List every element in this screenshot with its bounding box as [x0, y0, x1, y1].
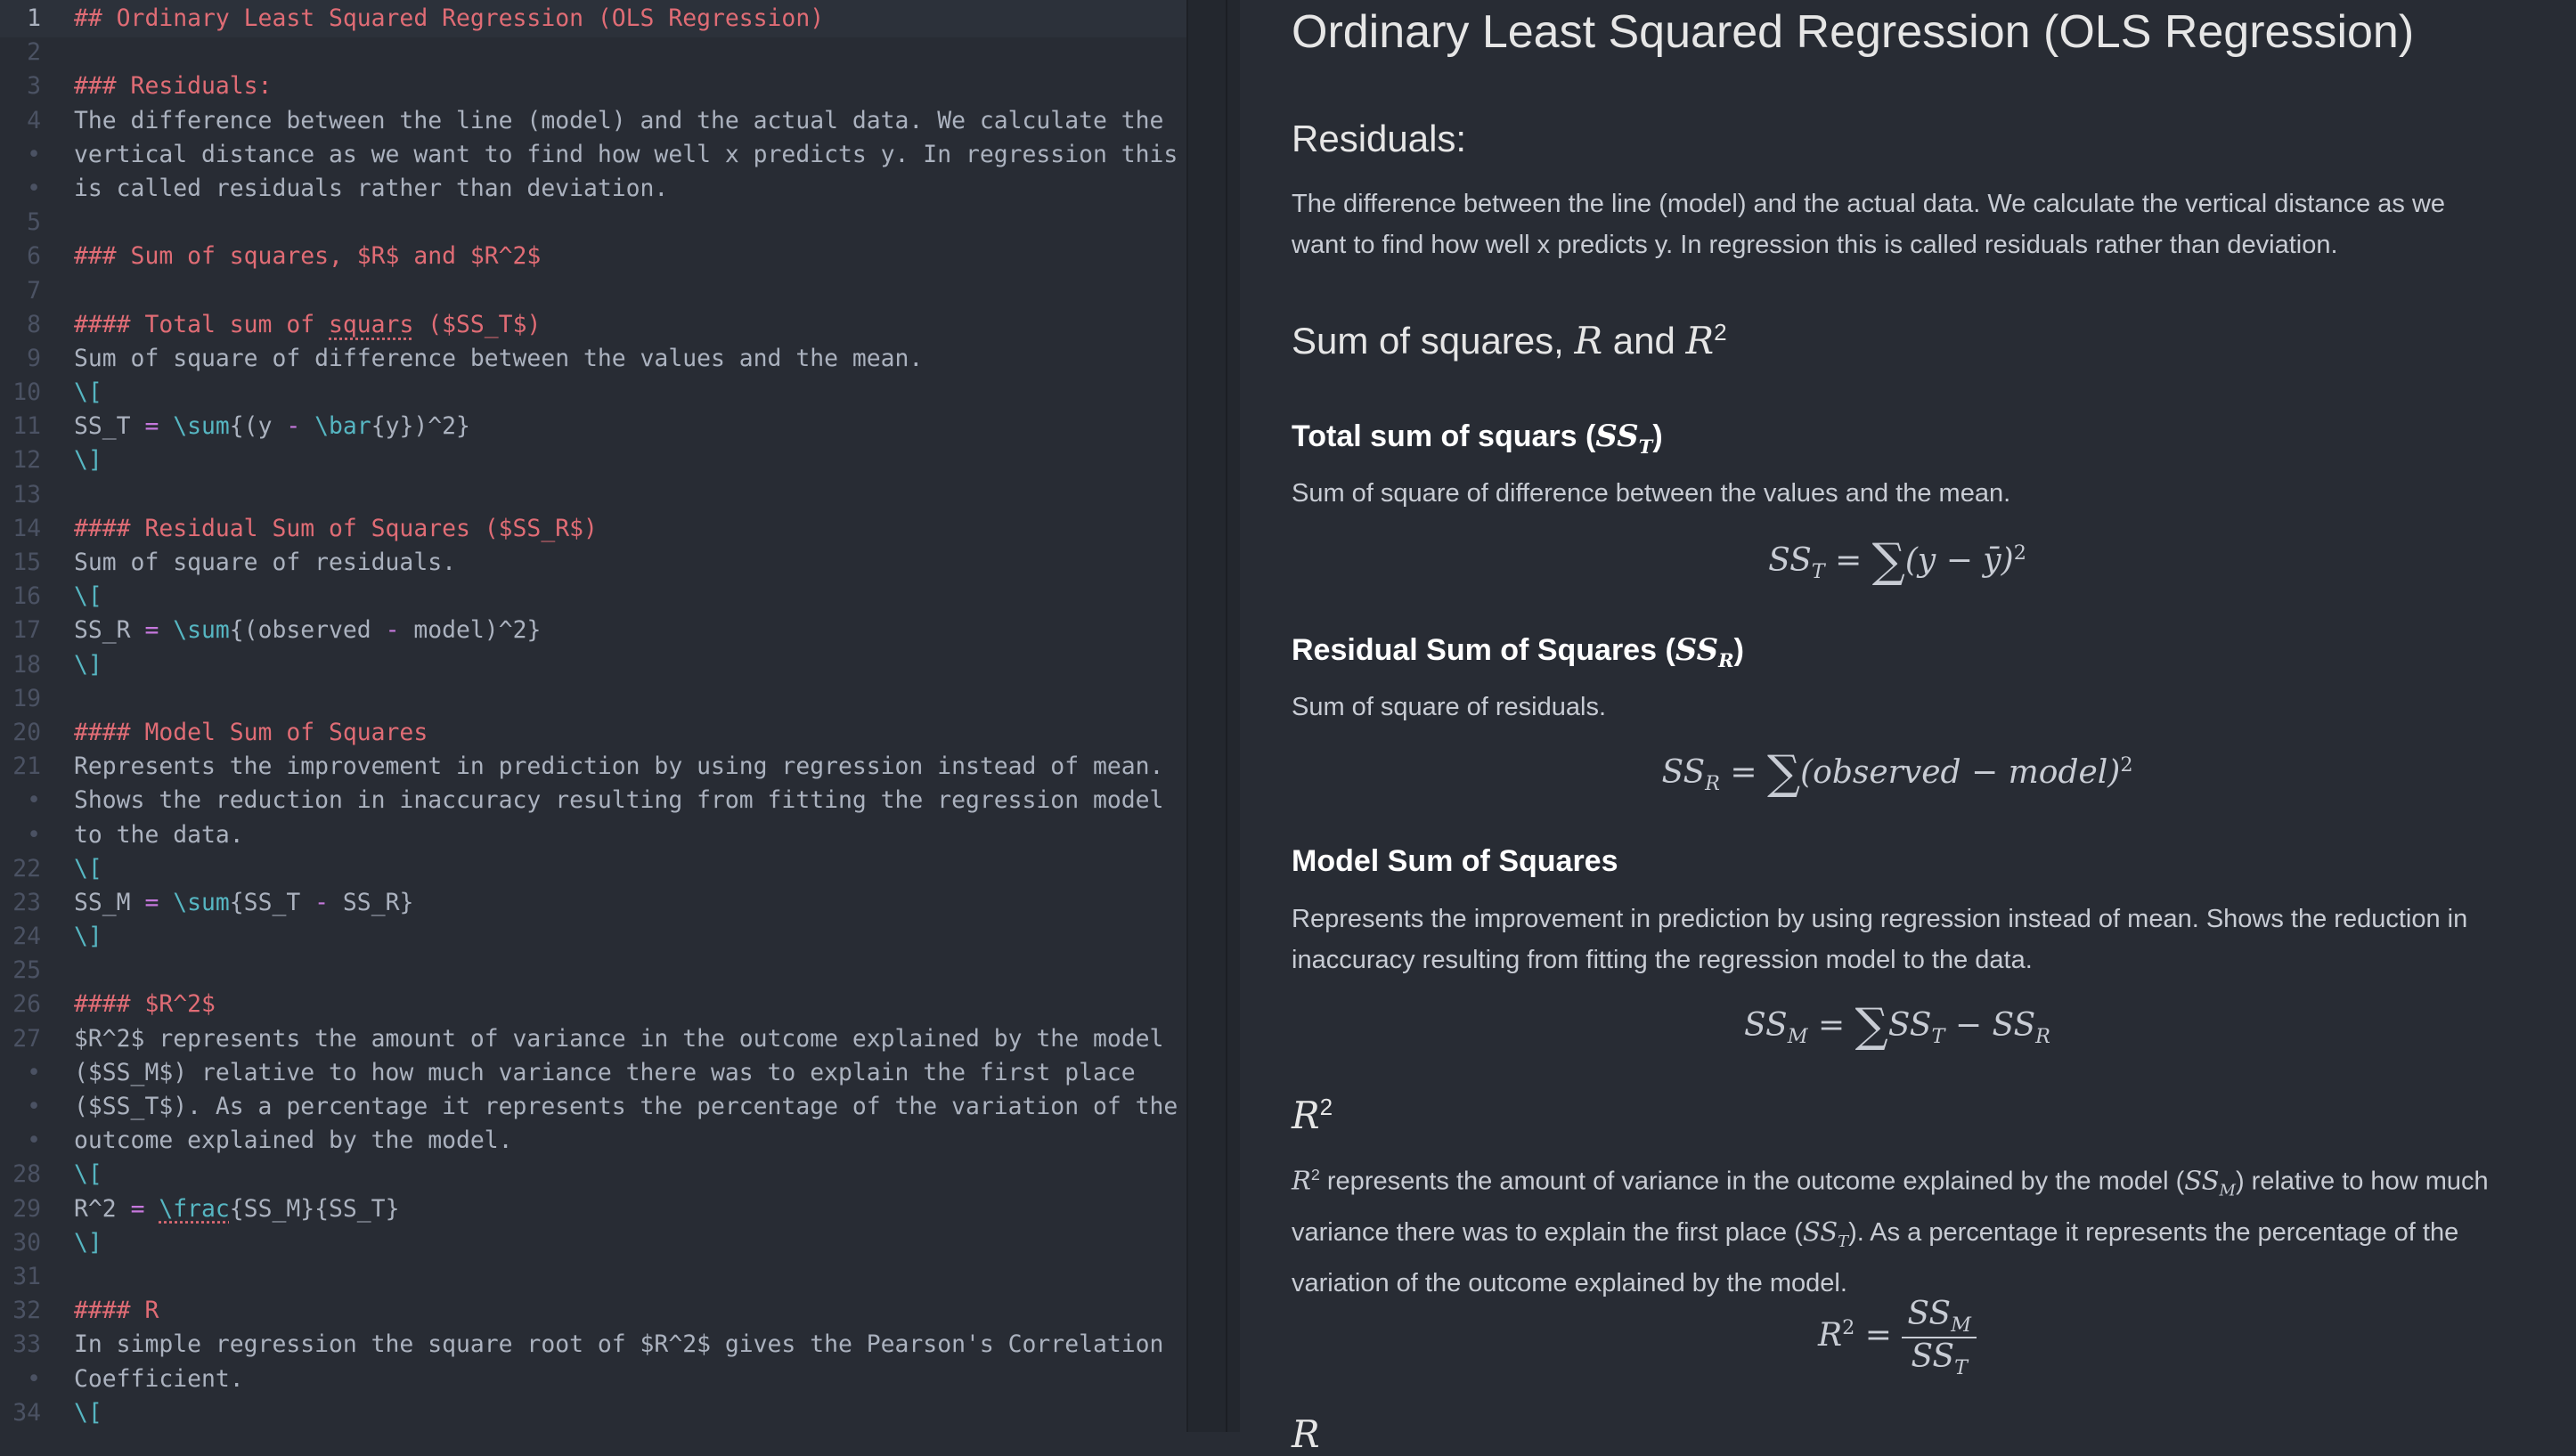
- line-number: 19: [12, 684, 41, 712]
- line-number: 16: [12, 582, 41, 611]
- line-number: •: [27, 1127, 41, 1155]
- line-number: 34: [12, 1398, 41, 1427]
- code-token: \[: [74, 1160, 102, 1189]
- code-line[interactable]: [0, 172, 1186, 206]
- code-line[interactable]: [0, 443, 1186, 477]
- code-token: SS_T: [74, 412, 145, 441]
- code-token: {SS_T: [229, 888, 315, 916]
- code-text: [74, 410, 470, 443]
- line-number: •: [27, 1058, 41, 1086]
- pane-splitter[interactable]: [1188, 0, 1240, 1432]
- heading-sum-and: and: [1602, 320, 1686, 362]
- code-token: Sum of square of difference between the values and the mean.: [74, 344, 924, 372]
- ssm-t1-sub: T: [1931, 1025, 1945, 1049]
- heading-sum-of-squares: [1292, 319, 1727, 362]
- sum-symbol: ∑: [1767, 746, 1801, 800]
- code-text: [74, 69, 272, 103]
- line-number: 21: [12, 752, 41, 781]
- code-line[interactable]: [0, 1056, 1186, 1090]
- code-text: [74, 1226, 102, 1260]
- line-number: 3: [27, 72, 41, 101]
- code-line[interactable]: [0, 1362, 1186, 1396]
- code-token: -: [314, 888, 330, 916]
- code-token: =: [144, 412, 159, 441]
- code-token: =: [144, 888, 159, 916]
- code-line[interactable]: [0, 750, 1186, 784]
- ssm-t2-sub: R: [2035, 1025, 2050, 1049]
- code-token: \]: [74, 446, 102, 475]
- r2-denominator: [1902, 1338, 1977, 1379]
- code-text: [74, 580, 102, 614]
- code-line[interactable]: [0, 410, 1186, 443]
- code-token: SS_R: [74, 616, 145, 645]
- code-line[interactable]: [0, 342, 1186, 376]
- code-token: \]: [74, 1228, 102, 1257]
- heading-residual-sym: SS: [1675, 632, 1719, 668]
- code-line[interactable]: [0, 920, 1186, 954]
- code-token: \frac: [159, 1194, 230, 1223]
- code-text: [74, 1192, 399, 1226]
- line-number: 31: [12, 1262, 41, 1290]
- code-text: [74, 104, 1163, 138]
- code-token: is called residuals rather than deviation.: [74, 174, 669, 202]
- r2-body-sst: SS: [1802, 1216, 1838, 1248]
- code-lines[interactable]: [0, 2, 1186, 1430]
- code-text: [74, 1362, 244, 1396]
- ssr-lhs-sub: R: [1705, 772, 1720, 796]
- ssm-lhs: SS: [1744, 1007, 1788, 1044]
- code-line[interactable]: [0, 1022, 1186, 1056]
- code-token: \[: [74, 378, 102, 407]
- line-number: 7: [27, 276, 41, 305]
- heading-residual-sum: [1292, 632, 1744, 671]
- code-token: SS_R}: [329, 888, 414, 916]
- code-text: [74, 342, 923, 376]
- markdown-preview[interactable]: [1240, 0, 2576, 1456]
- code-token: Sum of square of residuals.: [74, 549, 456, 576]
- code-text: [74, 784, 1163, 817]
- code-token: ### Residuals:: [74, 72, 273, 101]
- code-text: [74, 920, 102, 954]
- code-token: [159, 889, 173, 916]
- formula-sst: [1292, 534, 2503, 588]
- heading-residual-close: ): [1733, 633, 1744, 667]
- code-token: The difference between the line (model) and the actual data. We calculate the: [74, 106, 1164, 134]
- code-line[interactable]: [0, 1090, 1186, 1124]
- code-text: [74, 1124, 513, 1158]
- code-token: #### Total sum of: [74, 310, 329, 338]
- code-token: \]: [74, 923, 102, 951]
- r2-body-ssm: SS: [2184, 1165, 2220, 1196]
- r2-lhs-exp: 2: [1842, 1316, 1855, 1340]
- code-line[interactable]: [0, 1192, 1186, 1226]
- code-token: \sum: [173, 888, 230, 916]
- code-line[interactable]: [0, 784, 1186, 817]
- code-line[interactable]: [0, 1294, 1186, 1328]
- line-number: 29: [12, 1194, 41, 1223]
- code-line[interactable]: [0, 376, 1186, 410]
- code-line[interactable]: [0, 614, 1186, 647]
- heading-r2: [1292, 1094, 1333, 1137]
- code-text: [74, 1090, 1178, 1124]
- line-number: 30: [12, 1228, 41, 1257]
- code-text: [74, 1056, 1136, 1090]
- code-text: [74, 512, 598, 546]
- ssr-rhs: (observed − model): [1800, 754, 2121, 791]
- line-number: 18: [12, 650, 41, 679]
- symbol-r: R: [1574, 319, 1603, 362]
- code-line[interactable]: [0, 2, 1186, 36]
- code-text: [74, 308, 541, 342]
- r2-num-sub: M: [1951, 1314, 1971, 1338]
- r2-body-sst-sub: T: [1838, 1232, 1849, 1252]
- code-text: [74, 852, 102, 886]
- code-token: ### Sum of squares, $R$ and $R^2$: [74, 242, 542, 271]
- code-token: Represents the improvement in prediction by using regression instead of mean.: [74, 752, 1164, 781]
- code-token: #### Residual Sum of Squares ($SS_R$): [74, 514, 598, 542]
- code-line[interactable]: [0, 308, 1186, 342]
- line-number: 8: [27, 310, 41, 338]
- ssr-eq: =: [1719, 754, 1768, 791]
- code-token: \[: [74, 854, 102, 883]
- code-token: vertical distance as we want to find how well x predicts y. In regression this: [74, 140, 1178, 168]
- ssm-lhs-sub: M: [1787, 1025, 1808, 1049]
- code-line[interactable]: [0, 648, 1186, 682]
- code-token: #### Model Sum of Squares: [74, 718, 428, 746]
- code-line[interactable]: [0, 716, 1186, 750]
- line-number: 10: [12, 378, 41, 407]
- heading-total-sum: [1292, 419, 1663, 458]
- code-token: \[: [74, 1398, 102, 1427]
- code-token: \sum: [173, 616, 230, 645]
- code-line[interactable]: [0, 546, 1186, 580]
- code-line[interactable]: [0, 1158, 1186, 1192]
- total-body: Sum of square of difference between the values and the mean.: [1292, 479, 2011, 508]
- code-token: outcome explained by the model.: [74, 1127, 513, 1155]
- code-line[interactable]: [0, 1396, 1186, 1430]
- line-number: •: [27, 140, 41, 168]
- code-text: [74, 648, 102, 682]
- line-number: •: [27, 174, 41, 202]
- heading-total-close: ): [1652, 419, 1663, 453]
- r2-eq: =: [1855, 1317, 1903, 1354]
- code-token: Coefficient.: [74, 1364, 244, 1393]
- line-number: 1: [27, 4, 41, 32]
- line-number: 23: [12, 888, 41, 916]
- sum-symbol: ∑: [1855, 999, 1888, 1053]
- r2-body-part1: represents the amount of variance in the outcome explained by the model (: [1319, 1167, 2185, 1196]
- heading-residual-text: Residual Sum of Squares (: [1292, 633, 1675, 667]
- line-number: 12: [12, 446, 41, 475]
- code-line[interactable]: [0, 1124, 1186, 1158]
- line-number: 22: [12, 854, 41, 883]
- markdown-editor[interactable]: [0, 0, 1188, 1432]
- code-text: [74, 614, 541, 647]
- code-line[interactable]: [0, 852, 1186, 886]
- line-number: 20: [12, 718, 41, 746]
- line-number: 27: [12, 1024, 41, 1053]
- ssr-lhs: SS: [1661, 754, 1706, 791]
- code-token: [144, 1195, 159, 1223]
- code-token: model)^2}: [399, 616, 542, 645]
- heading-sum-prefix: Sum of squares,: [1292, 320, 1575, 362]
- code-line[interactable]: [0, 1328, 1186, 1362]
- code-text: [74, 376, 102, 410]
- line-number: •: [27, 786, 41, 815]
- code-token: =: [144, 616, 159, 645]
- code-token: Shows the reduction in inaccuracy resulting from fitting the regression model: [74, 786, 1164, 815]
- code-line[interactable]: [0, 138, 1186, 172]
- sst-exp: 2: [2013, 541, 2026, 565]
- ssm-t2: SS: [1992, 1007, 2036, 1044]
- heading-residual-sub: R: [1718, 648, 1734, 671]
- code-token: ## Ordinary Least Squared Regression (OLS Regression): [74, 4, 825, 32]
- line-number: 9: [27, 344, 41, 372]
- code-text: [74, 138, 1178, 172]
- code-line[interactable]: [0, 69, 1186, 103]
- code-line[interactable]: [0, 104, 1186, 138]
- heading-total-text: Total sum of squars (: [1292, 419, 1596, 453]
- ssr-exp: 2: [2120, 753, 2133, 777]
- code-token: [159, 616, 173, 644]
- line-number: •: [27, 820, 41, 849]
- code-text: [74, 886, 413, 920]
- code-line[interactable]: [0, 818, 1186, 852]
- code-token: -: [385, 616, 400, 645]
- code-text: [74, 546, 456, 580]
- code-text: [74, 443, 102, 477]
- code-token: R^2: [74, 1194, 131, 1223]
- code-line[interactable]: [0, 1226, 1186, 1260]
- line-number: •: [27, 1093, 41, 1120]
- code-text: [74, 2, 824, 36]
- sst-rhs: (y − ȳ): [1904, 542, 2014, 579]
- code-token: \[: [74, 582, 102, 611]
- code-line[interactable]: [0, 988, 1186, 1021]
- code-token: In simple regression the square root of $R^2$ gives the Pearson's Correlation: [74, 1330, 1164, 1359]
- symbol-r2: R: [1685, 319, 1715, 362]
- r2-lhs: R: [1818, 1317, 1843, 1354]
- r2-num-base: SS: [1907, 1296, 1952, 1332]
- ssm-eq: =: [1807, 1007, 1855, 1044]
- code-token: {SS_M}{SS_T}: [229, 1194, 400, 1223]
- line-number: 4: [27, 106, 41, 134]
- formula-ssr: [1292, 746, 2503, 800]
- code-token: ($SS_M$) relative to how much variance there was to explain the first place: [74, 1058, 1136, 1086]
- heading-r-partial: R: [1292, 1412, 1320, 1456]
- heading-r2-exp: 2: [1319, 1094, 1333, 1120]
- code-token: #### R: [74, 1297, 159, 1325]
- r2-numerator: [1902, 1296, 1977, 1338]
- code-line[interactable]: [0, 1260, 1186, 1294]
- code-text: [74, 716, 428, 750]
- code-text: [74, 1158, 102, 1192]
- heading-total-sub: T: [1638, 435, 1653, 458]
- code-token: squars: [329, 310, 414, 338]
- code-token: {(observed: [229, 616, 386, 645]
- sst-lhs: SS: [1768, 542, 1812, 579]
- line-number: 32: [12, 1297, 41, 1325]
- line-number: 28: [12, 1160, 41, 1189]
- line-number: 14: [12, 514, 41, 542]
- sst-lhs-sub: T: [1811, 560, 1825, 584]
- line-number: 17: [12, 616, 41, 645]
- code-token: \]: [74, 650, 102, 679]
- code-token: SS_M: [74, 888, 145, 916]
- code-text: [74, 1328, 1163, 1362]
- code-line[interactable]: [0, 240, 1186, 273]
- code-line[interactable]: [0, 954, 1186, 988]
- line-number: 13: [12, 480, 41, 508]
- heading-r2-base: R: [1292, 1094, 1320, 1137]
- code-token: \sum: [173, 412, 230, 441]
- code-token: [300, 412, 314, 440]
- r2-den-base: SS: [1911, 1338, 1955, 1376]
- formula-ssm: [1292, 999, 2503, 1053]
- line-number: 33: [12, 1330, 41, 1359]
- code-line[interactable]: [0, 580, 1186, 614]
- code-text: [74, 818, 244, 852]
- code-text: [74, 1396, 102, 1430]
- code-token: #### $R^2$: [74, 990, 216, 1019]
- code-text: [74, 172, 668, 206]
- r2-fraction: [1902, 1296, 1977, 1379]
- line-number: 6: [27, 242, 41, 271]
- line-number: 25: [12, 956, 41, 985]
- sst-eq: =: [1824, 542, 1872, 579]
- code-token: to the data.: [74, 820, 244, 849]
- code-token: =: [130, 1194, 145, 1223]
- code-token: {(y: [229, 412, 287, 441]
- code-token: ($SS_T$). As a percentage it represents the percentage of the variation of the: [74, 1093, 1178, 1120]
- heading-model-sum: Model Sum of Squares: [1292, 844, 1618, 878]
- r2-body-part2: ) relative to how much variance there was to explain the first place (: [1292, 1167, 2489, 1248]
- pane-divider: [1226, 0, 1227, 1432]
- r2-body-part3: ). As a percentage it represents the percentage of the variation of the outcome explained by the model.: [1292, 1218, 2459, 1298]
- heading-total-sym: SS: [1595, 419, 1639, 454]
- ssm-t1: SS: [1887, 1007, 1932, 1044]
- heading-residuals: Residuals:: [1292, 118, 1467, 159]
- code-line[interactable]: [0, 886, 1186, 920]
- code-text: [74, 750, 1163, 784]
- r2-body-sym: R: [1292, 1165, 1311, 1196]
- formula-r2: [1292, 1296, 2503, 1379]
- line-number: •: [27, 1364, 41, 1393]
- line-number: 5: [27, 208, 41, 237]
- line-number: 2: [27, 38, 41, 67]
- r2-den-sub: T: [1954, 1356, 1968, 1380]
- code-text: [74, 240, 541, 273]
- code-token: ($SS_T$): [413, 310, 542, 338]
- r2-body-exp: 2: [1310, 1166, 1320, 1184]
- ssm-minus: −: [1944, 1007, 1993, 1044]
- residuals-body: The difference between the line (model) and the actual data. We calculate the vertical distance as we want to find how well x predicts y. In regression this is called residuals rather than deviation.: [1292, 190, 2446, 259]
- sum-symbol: ∑: [1871, 534, 1905, 588]
- code-token: \bar: [314, 412, 371, 441]
- code-line[interactable]: [0, 36, 1186, 69]
- code-line[interactable]: [0, 206, 1186, 240]
- model-body: Represents the improvement in prediction by using regression instead of mean. Shows the reduction in inaccuracy resulting from fitting the regression model to the data.: [1292, 905, 2468, 974]
- code-token: -: [286, 412, 301, 441]
- r2-body: [1292, 1154, 2503, 1304]
- code-text: [74, 1294, 159, 1328]
- residual-body: Sum of square of residuals.: [1292, 693, 1607, 721]
- preview-title: Ordinary Least Squared Regression (OLS Regression): [1292, 6, 2415, 58]
- code-text: [74, 988, 216, 1021]
- line-number: 11: [12, 412, 41, 441]
- line-number: 26: [12, 990, 41, 1019]
- code-line[interactable]: [0, 682, 1186, 716]
- code-token: $R^2$ represents the amount of variance in the outcome explained by the model: [74, 1024, 1164, 1053]
- code-text: [74, 1022, 1163, 1056]
- line-number: 15: [12, 549, 41, 576]
- code-token: [159, 412, 173, 440]
- code-line[interactable]: [0, 274, 1186, 308]
- code-line[interactable]: [0, 478, 1186, 512]
- line-number: 24: [12, 923, 41, 951]
- symbol-r2-exp: 2: [1714, 319, 1727, 346]
- r2-body-ssm-sub: M: [2219, 1181, 2236, 1200]
- code-line[interactable]: [0, 512, 1186, 546]
- code-token: {y})^2}: [371, 412, 470, 441]
